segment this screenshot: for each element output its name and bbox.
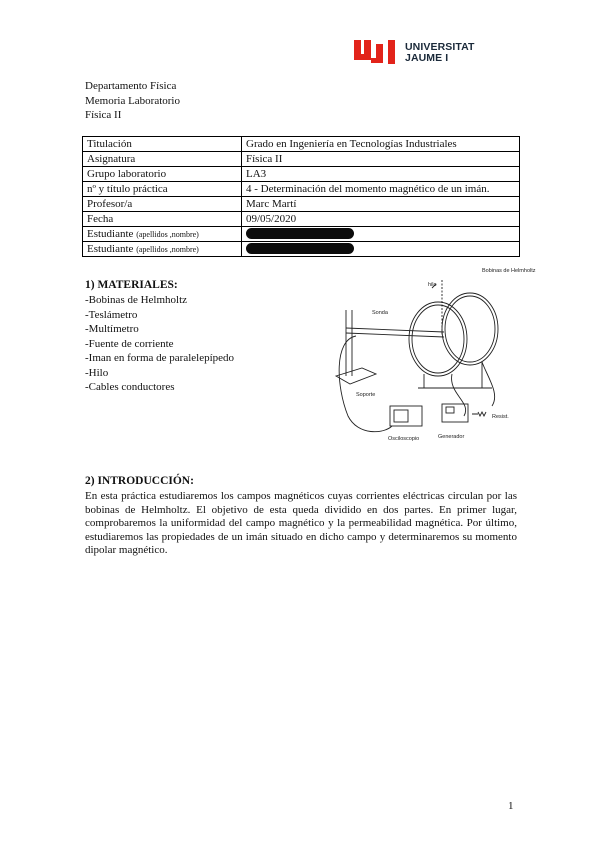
material-item: -Hilo — [85, 366, 109, 379]
info-row — [83, 152, 520, 167]
info-key-note: (apellidos ,nombre) — [136, 244, 199, 254]
info-value: Física II — [242, 152, 520, 167]
label-generator: Generador — [438, 434, 465, 440]
redaction-bar — [246, 228, 354, 239]
material-item: -Multímetro — [85, 323, 139, 335]
info-key-label: nº y título práctica — [87, 182, 168, 195]
info-key — [83, 137, 242, 152]
page-number: 1 — [508, 800, 514, 812]
info-key-label: Titulación — [87, 137, 132, 150]
material-item: -Bobinas de Helmholtz — [85, 294, 188, 306]
label-wire: hilo — [428, 282, 437, 288]
info-key-note: (apellidos ,nombre) — [136, 229, 199, 239]
info-key-label: Estudiante — [87, 227, 134, 240]
apparatus-diagram — [332, 266, 536, 448]
info-key — [83, 242, 242, 257]
info-table — [82, 136, 520, 257]
info-key-label: Profesor/a — [87, 197, 133, 210]
university-logo — [354, 40, 484, 66]
cable — [339, 336, 392, 432]
info-value — [242, 242, 520, 257]
info-key — [83, 167, 242, 182]
info-value: Grado en Ingeniería en Tecnologías Industriales — [242, 137, 520, 152]
info-row — [83, 182, 520, 197]
label-support: Soporte — [356, 392, 376, 398]
info-key — [83, 197, 242, 212]
helmholtz-coil-back — [442, 293, 498, 365]
info-row — [83, 227, 520, 242]
logo-line-2: JAUME I — [405, 52, 449, 64]
info-value: Marc Martí — [242, 197, 520, 212]
info-value: 4 - Determinación del momento magnético de un imán. — [242, 182, 520, 197]
label-scope: Osciloscopio — [388, 436, 420, 442]
material-item: -Teslámetro — [85, 308, 138, 321]
materials-title: 1) MATERIALES: — [85, 279, 178, 291]
label-probe: Sonda — [372, 310, 388, 316]
materials-list — [85, 293, 234, 395]
info-row — [83, 167, 520, 182]
info-value: 09/05/2020 — [242, 212, 520, 227]
redaction-bar — [246, 243, 354, 254]
info-row — [83, 137, 520, 152]
info-key-label: Grupo laboratorio — [87, 167, 167, 180]
report-line: Memoria Laboratorio — [85, 94, 180, 107]
info-key-label: Estudiante — [87, 242, 134, 255]
material-item: -Cables conductores — [85, 381, 175, 393]
info-key — [83, 182, 242, 197]
course-line: Física II — [85, 109, 122, 121]
material-item: -Fuente de corriente — [85, 337, 174, 350]
support-stand — [346, 310, 352, 376]
info-key-label: Asignatura — [87, 152, 136, 165]
info-key — [83, 227, 242, 242]
info-row — [83, 212, 520, 227]
uji-logo-icon — [354, 40, 400, 66]
helmholtz-coil-front — [409, 302, 467, 376]
oscilloscope — [390, 406, 422, 426]
label-resistor: Resist. — [492, 414, 509, 420]
document-header — [85, 79, 180, 123]
info-value — [242, 227, 520, 242]
info-key — [83, 152, 242, 167]
logo-line-1: UNIVERSITAT — [405, 41, 475, 53]
probe-arm — [346, 328, 444, 337]
logo-text — [405, 42, 475, 64]
info-row — [83, 242, 520, 257]
intro-text: En esta práctica estudiaremos los campos magnéticos cuyas corrientes eléctricas circulan por las bobinas de Helmholtz. El objetivo de esta queda dividido en dos partes. En primer lugar, comprobaremos la uniformidad del campo magnético y la permeabilidad magnética. Por último, estudiaremos las propiedades de un imán situado en dicho campo y determinaremos su momento dipolar magnético. — [85, 490, 517, 556]
label-coils: Bobinas de Helmholtz — [482, 268, 536, 274]
info-value: LA3 — [242, 167, 520, 182]
intro-title: 2) INTRODUCCIÓN: — [85, 475, 194, 487]
department-line: Departamento Física — [85, 80, 177, 92]
info-key — [83, 212, 242, 227]
info-row — [83, 197, 520, 212]
info-key-label: Fecha — [87, 212, 114, 225]
material-item: -Iman en forma de paralelepípedo — [85, 352, 235, 364]
